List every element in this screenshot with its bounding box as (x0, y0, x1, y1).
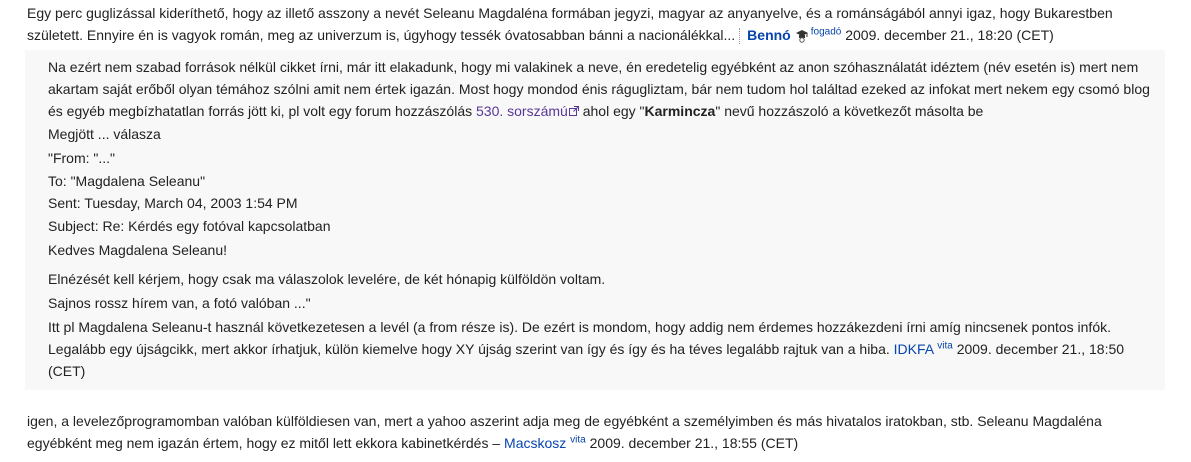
forum-post-link-label: 530. sorszámú (476, 103, 568, 119)
quote-line: To: "Magdalena Seleanu" (48, 173, 206, 189)
comment-2-timestamp-tail: (CET) (48, 363, 86, 379)
graduation-cap-icon (795, 28, 809, 44)
quote-line: "From: "..." (48, 150, 116, 166)
user-link-macskosz[interactable]: Macskosz (504, 435, 567, 451)
bold-username: Karmincza (644, 103, 716, 119)
comment-1-line-2 (27, 24, 1054, 46)
comment-text: ahol egy " (582, 103, 645, 119)
quote-line: Kedves Magdalena Seleanu! (48, 242, 228, 258)
comment-2-line-2 (48, 78, 1150, 100)
comment-2-line-1 (48, 56, 1138, 78)
comment-text: és egyéb megbízhatatlan forrás jött ki, pl volt egy forum hozzászólás (48, 103, 473, 119)
comment-2-tail-line-1: Itt pl Magdalena Seleanu-t használ következetesen a levél (a from része is). De ezért is mondom, hogy addig nem érdemes hozzákezdeni írni amíg nincsenek pontos infók. (48, 319, 1112, 335)
comment-1-line-1 (27, 2, 1113, 24)
comment-text: akartam saját erőből olyan témához szólni amit nem értek igazán. Most hogy mondod énis rágugliztam, bár nem tudom hol találtad ezeked az infokat mert nekem egy csomó blog (48, 81, 1150, 97)
user-link-benno[interactable]: Bennó (747, 27, 791, 43)
comment-text: született. Ennyire én is vagyok román, meg az univerzum is, úgyhogy tessék óvatosabban bánni a nacionálékkal... (27, 27, 736, 43)
timestamp: 2009. december 21., 18:55 (CET) (589, 435, 799, 451)
signature-separator (739, 28, 741, 44)
user-talk-link-macskosz[interactable]: vita (570, 434, 586, 446)
quote-line: Subject: Re: Kérdés egy fotóval kapcsolatban (48, 218, 331, 234)
comment-text: Na ezért nem szabad források nélkül cikket írni, már itt elakadunk, hogy mi valakinek a neve, én eredetelig egyébként az anon szóhasználatát idéztem (név esetén is) mert nem (48, 59, 1139, 75)
comment-text: Egy perc guglizással kideríthető, hogy az illető asszony a nevét Seleanu Magdaléna formában jegyzi, magyar az anyanyelve, és a románságából annyi igaz, hogy Bukarestben (27, 5, 1113, 21)
quote-line: Sajnos rossz hírem van, a fotó valóban ..." (48, 295, 311, 311)
user-link-idkfa[interactable]: IDKFA (893, 341, 934, 357)
quote-line: Elnézését kell kérjem, hogy csak ma válaszolok levelére, de két hónapig külföldön voltam. (48, 271, 606, 287)
forum-post-external-link[interactable] (476, 103, 579, 119)
comment-3-line-2 (27, 432, 798, 454)
quote-line: Sent: Tuesday, March 04, 2003 1:54 PM (48, 195, 298, 211)
comment-text: Legalább egy újságcikk, mert akkor írhatjuk, külön kiemelve hogy XY újság szerint van így és így és ha téves legalább rajtuk van a hiba. (48, 341, 890, 357)
user-talk-link-idkfa[interactable]: vita (937, 340, 953, 352)
comment-2-line-3 (48, 100, 983, 122)
timestamp: 2009. december 21., 18:20 (CET) (845, 27, 1054, 43)
user-talk-link-benno[interactable]: fogadó (810, 26, 842, 38)
comment-2-tail-line-2 (48, 338, 1124, 360)
external-link-icon (569, 106, 579, 116)
comment-3-line-1: igen, a levelezőprogramomban valóban külföldiesen van, mert a yahoo aszerint adja meg de egyébként a személyimben és más hivatalos iratokban, stb. Seleanu Magdaléna (27, 413, 1102, 429)
comment-text: " nevű hozzászoló a következőt másolta be (715, 103, 984, 119)
timestamp: 2009. december 21., 18:50 (956, 341, 1125, 357)
quote-line: Megjött ... válasza (48, 126, 161, 142)
comment-text: egyébként meg nem igazán értem, hogy ez mitől lett ekkora kabinetkérdés – (27, 435, 501, 451)
